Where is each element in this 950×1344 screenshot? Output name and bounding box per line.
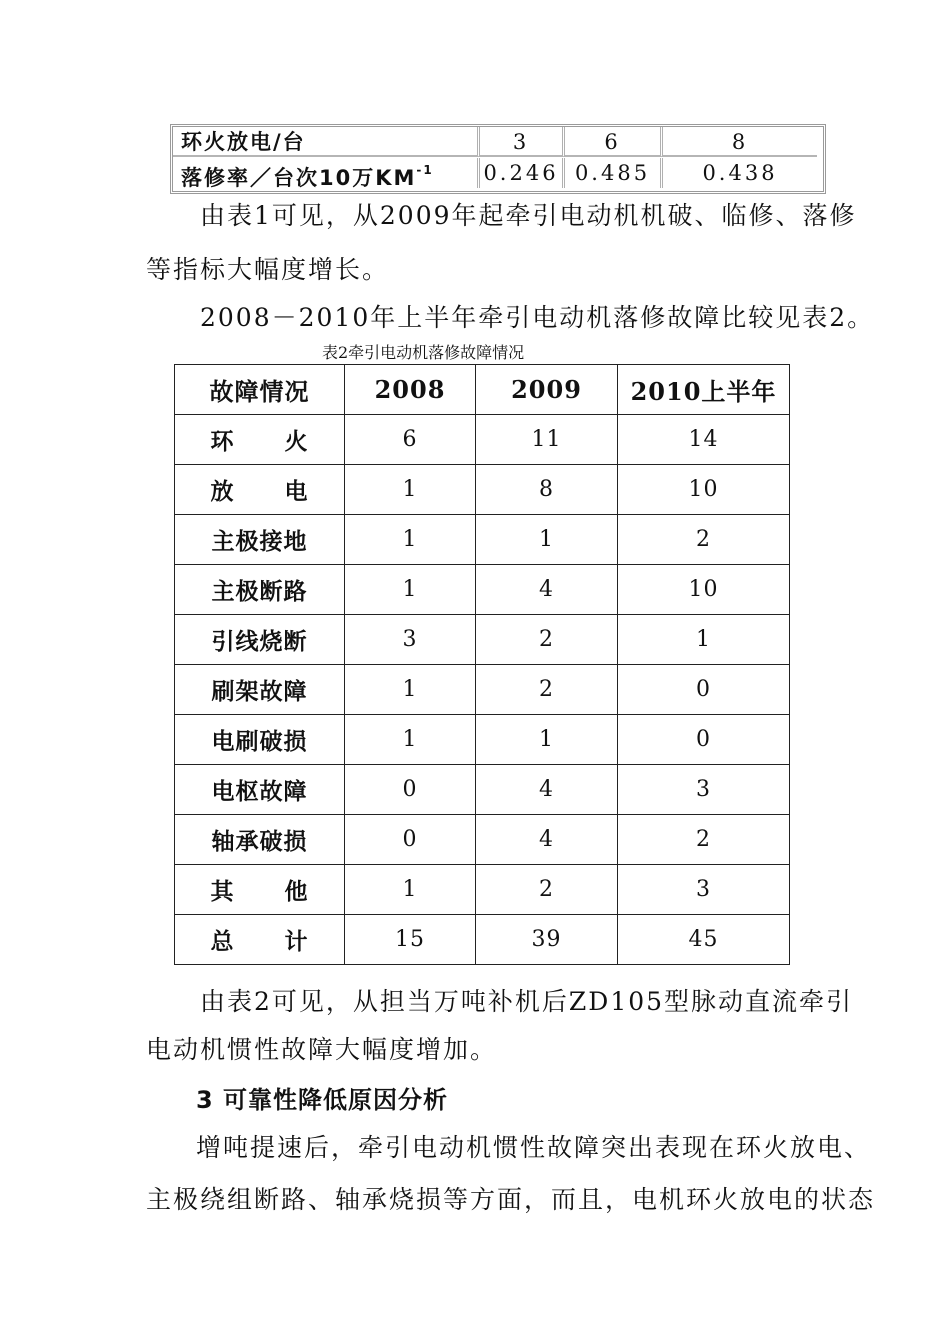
table-cell: 4: [476, 765, 618, 815]
row-label: [175, 515, 345, 565]
row-label-text: 轴承破损: [211, 829, 308, 855]
table-cell: 1: [345, 515, 476, 565]
column-header: 故障情况: [175, 365, 345, 415]
table-cell: 2: [476, 665, 618, 715]
table-cell: 4: [476, 565, 618, 615]
table-row: [175, 615, 790, 665]
paragraph-line: 2008－2010年上半年牵引电动机落修故障比较见表2。: [200, 303, 875, 332]
column-header: 2009: [476, 365, 618, 415]
row-label-text: 总计: [210, 929, 309, 955]
table-cell: 10: [618, 565, 790, 615]
table-cell: 0: [345, 765, 476, 815]
table-cell: 2: [476, 615, 618, 665]
row-label-text: 引线烧断: [211, 629, 308, 655]
row-label: 环火放电/台: [173, 127, 480, 157]
paragraph-line: 由表2可见，从担当万吨补机后ZD105型脉动直流牵引: [200, 987, 854, 1016]
table-cell: 15: [345, 915, 476, 965]
unit-superscript: -1: [416, 163, 434, 177]
table-body: [175, 415, 790, 965]
top-table-fragment: [170, 124, 826, 194]
table-row: [175, 565, 790, 615]
table-cell: 1: [476, 515, 618, 565]
row-label: [175, 715, 345, 765]
table-cell: 3: [618, 865, 790, 915]
paragraph-line: 主极绕组断路、轴承烧损等方面，而且，电机环火放电的状态: [146, 1185, 876, 1214]
row-label: [175, 815, 345, 865]
table-cell: 3: [618, 765, 790, 815]
column-header: 2010上半年: [618, 365, 790, 415]
table-cell: 8: [663, 127, 817, 157]
table-cell: 11: [476, 415, 618, 465]
row-label-text: 环火: [210, 429, 309, 455]
table-cell: 1: [345, 465, 476, 515]
table-row: [175, 715, 790, 765]
row-label: [175, 415, 345, 465]
table-cell: 4: [476, 815, 618, 865]
row-label: [175, 865, 345, 915]
table-cell: 0.485: [565, 158, 663, 188]
table-row: [175, 865, 790, 915]
table-cell: 10: [618, 465, 790, 515]
row-label-text: 放电: [210, 479, 309, 505]
row-label: [175, 665, 345, 715]
table-cell: 0.438: [702, 161, 778, 185]
table-cell: 1: [345, 665, 476, 715]
table-row: [173, 127, 823, 157]
table-row: [173, 158, 823, 188]
table-row: [175, 915, 790, 965]
paragraph-line: 电动机惯性故障大幅度增加。: [146, 1035, 498, 1064]
table-cell: 1: [476, 715, 618, 765]
row-label: [175, 615, 345, 665]
table-cell: 0.246: [480, 158, 565, 188]
table-cell: 3: [345, 615, 476, 665]
table-row: [175, 815, 790, 865]
row-label: [175, 565, 345, 615]
row-label-text: 刷架故障: [211, 679, 308, 705]
fault-table: [174, 364, 790, 965]
paragraph-line: 等指标大幅度增长。: [146, 255, 390, 284]
table-cell: 2: [476, 865, 618, 915]
table-cell: 2: [618, 515, 790, 565]
table-cell: 1: [345, 565, 476, 615]
row-label-text: 其他: [210, 879, 309, 905]
table-cell: 8: [476, 465, 618, 515]
table-cell: 39: [476, 915, 618, 965]
table-header-row: [175, 365, 790, 415]
table-cell: 6: [565, 127, 663, 157]
table-cell: 6: [345, 415, 476, 465]
section-heading: 3 可靠性降低原因分析: [196, 1086, 449, 1114]
table-row: [175, 415, 790, 465]
table-row: [175, 465, 790, 515]
row-label: [175, 915, 345, 965]
row-label-text: 电枢故障: [211, 779, 308, 805]
row-label: [175, 465, 345, 515]
row-label-text: 主极断路: [211, 579, 308, 605]
table-cell: 0: [618, 715, 790, 765]
row-label-text: 电刷破损: [211, 729, 308, 755]
column-header: 2008: [345, 365, 476, 415]
table-cell: 1: [345, 715, 476, 765]
table-cell: 0: [345, 815, 476, 865]
table-caption: 表2牵引电动机落修故障情况: [322, 343, 525, 362]
paragraph-line: 增吨提速后，牵引电动机惯性故障突出表现在环火放电、: [196, 1133, 872, 1162]
table-row: [175, 665, 790, 715]
table-row: [175, 515, 790, 565]
paragraph-line: 由表1可见，从2009年起牵引电动机机破、临修、落修: [200, 201, 857, 230]
table-cell: 2: [618, 815, 790, 865]
table-row: [175, 765, 790, 815]
row-label-text: 主极接地: [211, 529, 308, 555]
row-label-text: 落修率／台次10万KM: [181, 166, 417, 190]
row-label: [173, 158, 480, 188]
row-label: [175, 765, 345, 815]
table-cell: 1: [345, 865, 476, 915]
table-cell: 45: [618, 915, 790, 965]
table-cell: 14: [618, 415, 790, 465]
table-cell: 1: [618, 615, 790, 665]
table-cell: 0: [618, 665, 790, 715]
table-cell: 3: [480, 127, 565, 157]
